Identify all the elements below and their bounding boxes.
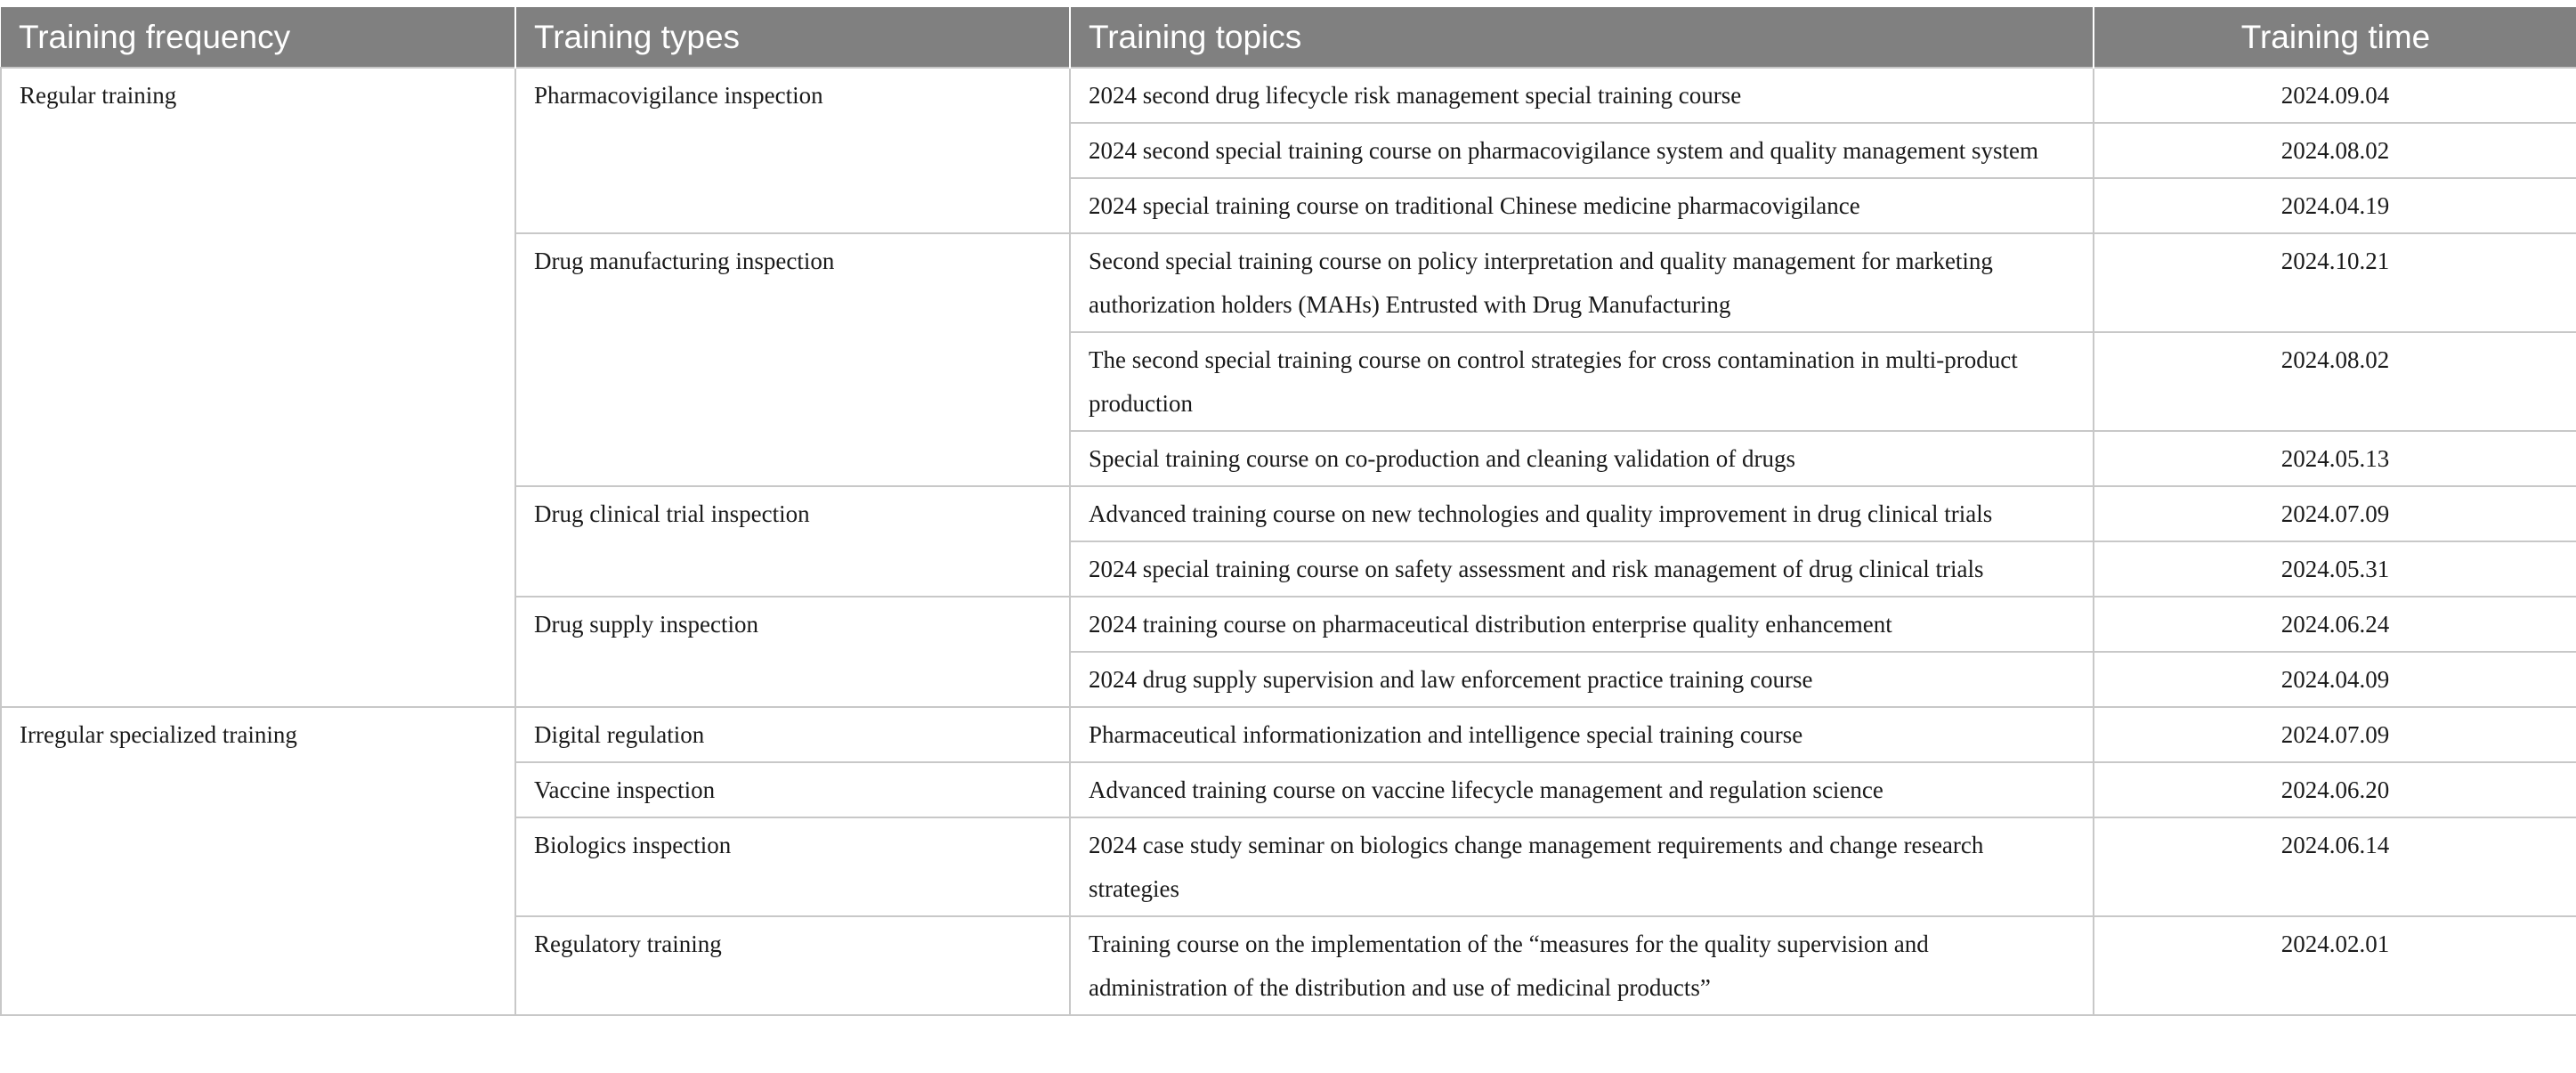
table-body <box>1 68 2576 1015</box>
header-training-topics: Training topics <box>1070 7 2094 68</box>
topic-cell: 2024 second drug lifecycle risk management special training course <box>1070 68 2094 123</box>
table-row <box>1 68 2576 123</box>
topic-cell: Training course on the implementation of the “measures for the quality supervision and administration of the distribution and use of medicinal products” <box>1070 916 2094 1015</box>
time-cell: 2024.04.19 <box>2094 178 2576 233</box>
time-cell: 2024.05.31 <box>2094 541 2576 597</box>
type-cell: Regulatory training <box>515 916 1070 1015</box>
time-cell: 2024.08.02 <box>2094 332 2576 431</box>
time-cell: 2024.07.09 <box>2094 707 2576 762</box>
topic-cell: Special training course on co-production and cleaning validation of drugs <box>1070 431 2094 486</box>
time-cell: 2024.04.09 <box>2094 652 2576 707</box>
time-cell: 2024.09.04 <box>2094 68 2576 123</box>
topic-cell: Pharmaceutical informationization and intelligence special training course <box>1070 707 2094 762</box>
topic-cell: 2024 special training course on safety assessment and risk management of drug clinical trials <box>1070 541 2094 597</box>
header-training-frequency: Training frequency <box>1 7 515 68</box>
topic-cell: 2024 special training course on traditional Chinese medicine pharmacovigilance <box>1070 178 2094 233</box>
training-table <box>0 7 2576 1016</box>
frequency-cell: Irregular specialized training <box>1 707 515 1015</box>
time-cell: 2024.02.01 <box>2094 916 2576 1015</box>
topic-cell: The second special training course on control strategies for cross contamination in multi-product production <box>1070 332 2094 431</box>
time-cell: 2024.06.14 <box>2094 817 2576 916</box>
type-cell: Vaccine inspection <box>515 762 1070 817</box>
topic-cell: Advanced training course on vaccine lifecycle management and regulation science <box>1070 762 2094 817</box>
header-training-types: Training types <box>515 7 1070 68</box>
table-header <box>1 7 2576 68</box>
time-cell: 2024.05.13 <box>2094 431 2576 486</box>
table-row <box>1 707 2576 762</box>
topic-cell: Second special training course on policy interpretation and quality management for marketing authorization holders (MAHs) Entrusted with Drug Manufacturing <box>1070 233 2094 332</box>
topic-cell: Advanced training course on new technologies and quality improvement in drug clinical trials <box>1070 486 2094 541</box>
time-cell: 2024.10.21 <box>2094 233 2576 332</box>
header-training-time: Training time <box>2094 7 2576 68</box>
topic-cell: 2024 second special training course on pharmacovigilance system and quality management system <box>1070 123 2094 178</box>
frequency-cell: Regular training <box>1 68 515 707</box>
time-cell: 2024.06.20 <box>2094 762 2576 817</box>
type-cell: Drug manufacturing inspection <box>515 233 1070 486</box>
type-cell: Pharmacovigilance inspection <box>515 68 1070 233</box>
time-cell: 2024.07.09 <box>2094 486 2576 541</box>
time-cell: 2024.08.02 <box>2094 123 2576 178</box>
topic-cell: 2024 drug supply supervision and law enforcement practice training course <box>1070 652 2094 707</box>
type-cell: Biologics inspection <box>515 817 1070 916</box>
type-cell: Drug supply inspection <box>515 597 1070 707</box>
type-cell: Digital regulation <box>515 707 1070 762</box>
topic-cell: 2024 training course on pharmaceutical distribution enterprise quality enhancement <box>1070 597 2094 652</box>
time-cell: 2024.06.24 <box>2094 597 2576 652</box>
topic-cell: 2024 case study seminar on biologics change management requirements and change research strategies <box>1070 817 2094 916</box>
header-row <box>1 7 2576 68</box>
type-cell: Drug clinical trial inspection <box>515 486 1070 597</box>
